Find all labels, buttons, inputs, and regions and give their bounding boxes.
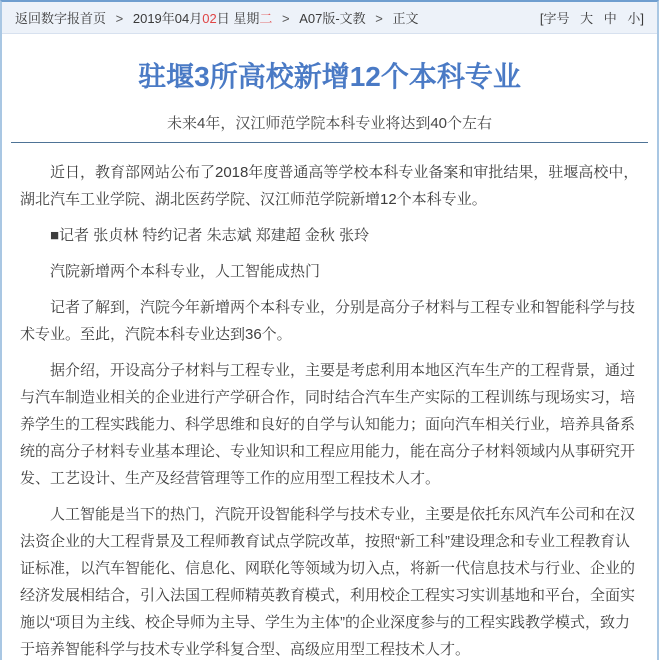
breadcrumb-separator: >	[281, 11, 290, 26]
breadcrumb-separator: >	[115, 11, 124, 26]
breadcrumb-date-mid: 日 星期	[216, 11, 260, 26]
font-size-control	[540, 8, 644, 27]
article-title: 驻堰3所高校新增12个本科专业	[138, 61, 521, 92]
font-size-close-bracket: ]	[640, 11, 644, 26]
article-paragraph: 据介绍，开设高分子材料与工程专业，主要是考虑利用本地区汽车生产的工程背景，通过与汽车制造业相关的企业进行产学研合作，同时结合汽车生产实际的工程训练与现场实习，培养学生的工程实践能力、科学思维和良好的自学与认知能力；面向汽车相关行业，培养具备系统的高分子材料专业基本理论、专业知识和工程应用能力，能在高分子材料领域内从事研究开发、工艺设计、生产及经营管理等工作的应用型工程技术人才。	[20, 362, 636, 487]
article-subtitle: 未来4年，汉江师范学院本科专业将达到40个左右	[166, 115, 493, 132]
article-subheading: 汽院新增两个本科专业，人工智能成热门	[50, 263, 321, 280]
font-size-label: 字号	[543, 11, 570, 26]
breadcrumb-separator: >	[375, 11, 383, 26]
breadcrumb-bar	[2, 2, 657, 34]
breadcrumb-date-day: 02	[202, 11, 217, 26]
breadcrumb-section-link[interactable]: A07版-文教	[299, 11, 366, 26]
article-body	[2, 143, 657, 660]
breadcrumb	[15, 8, 419, 27]
font-size-medium-button[interactable]: 中	[603, 11, 617, 26]
breadcrumb-date-weekday: 二	[259, 11, 273, 26]
article-paragraph: 近日，教育部网站公布了2018年度普通高等学校本科专业备案和审批结果，驻堰高校中，湖北汽车工业学院、湖北医药学院、汉江师范学院新增12个本科专业。	[20, 164, 639, 208]
font-size-open-bracket: [	[539, 11, 544, 26]
breadcrumb-date-month: 2019年04月	[132, 11, 203, 26]
article-byline: ■记者 张贞林 特约记者 朱志斌 郑建超 金秋 张玲	[50, 227, 370, 244]
article-paragraph: 记者了解到，汽院今年新增两个本科专业，分别是高分子材料与工程专业和智能科学与技术专业。至此，汽院本科专业达到36个。	[20, 299, 636, 343]
article-paragraph: 人工智能是当下的热门，汽院开设智能科学与技术专业，主要是依托东风汽车公司和在汉法资企业的大工程背景及工程师教育试点学院改革，按照“新工科”建设理念和专业工程教育认证标准，以汽车智能化、信息化、网联化等领域为切入点，将新一代信息技术与行业、企业的经济发展相结合，引入法国工程师精英教育模式，利用校企工程实习实训基地和平台，全面实施以“项目为主线、校企导师为主导、学生为主体”的企业深度参与的工程实践教学模式，致力于培养智能科学与技术专业学科复合型、高级应用型工程技术人才。	[20, 506, 636, 658]
font-size-small-button[interactable]: 小	[627, 11, 641, 26]
font-size-large-button[interactable]: 大	[580, 11, 594, 26]
breadcrumb-current: 正文	[392, 11, 419, 26]
breadcrumb-home-link[interactable]: 返回数字报首页	[15, 11, 107, 26]
breadcrumb-date-link[interactable]	[133, 11, 276, 26]
